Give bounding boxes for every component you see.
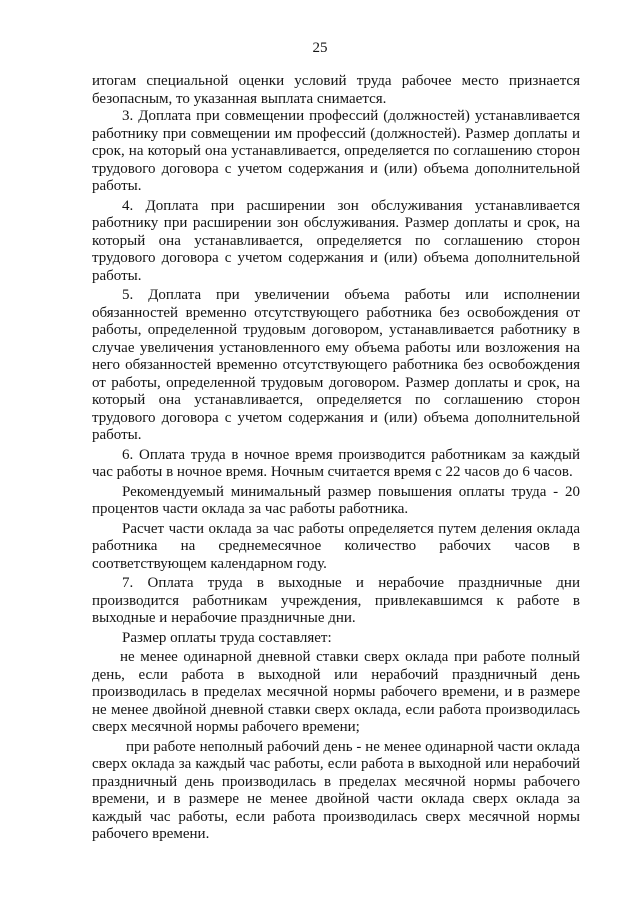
page-number: 25 (312, 40, 328, 56)
paragraph-item-6: 6. Оплата труда в ночное время производится работникам за каждый час работы в ночное время. Ночным считается время с 22 часов до 6 часов. (92, 446, 580, 480)
paragraph-payment-size: Размер оплаты труда составляет: (122, 629, 332, 646)
paragraph-recommended-rate: Рекомендуемый минимальный размер повышения оплаты труда - 20 процентов части оклада за час работы работника. (92, 483, 580, 517)
paragraph-part-day-work: при работе неполный рабочий день - не менее одинарной части оклада сверх оклада за каждый час работы, если работа в выходной или нерабочий праздничный день производилась в пределах месячной нормы рабочего времени, и в размере не менее двойной части оклада сверх оклада за каждый час работы, если работа производилась сверх месячной нормы рабочего времени. (92, 738, 580, 842)
paragraph-item-4: 4. Доплата при расширении зон обслуживания устанавливается работнику при расширении зон обслуживания. Размер доплаты и срок, на который она устанавливается, определяется по соглашению сторон трудового договора с учетом содержания и (или) объема дополнительной работы. (92, 197, 580, 284)
paragraph-hourly-calculation: Расчет части оклада за час работы определяется путем деления оклада работника на среднемесячное количество рабочих часов в соответствующем календарном году. (92, 520, 580, 572)
paragraph-item-3: 3. Доплата при совмещении профессий (должностей) устанавливается работнику при совмещении им профессий (должностей). Размер доплаты и срок, на который она устанавливается, определяется по соглашению сторон трудового договора с учетом содержания и (или) объема дополнительной работы. (92, 108, 580, 194)
document-body (92, 73, 580, 844)
paragraph-continuation: итогам специальной оценки условий труда рабочее место признается безопасным, то указанная выплата снимается. (92, 73, 580, 107)
paragraph-full-day-work: не менее одинарной дневной ставки сверх оклада при работе полный день, если работа в выходной или нерабочий праздничный день производилась в пределах месячной нормы рабочего времени, и в размере не менее двойной дневной ставки сверх оклада, если работа производилась сверх месячной нормы рабочего времени; (92, 649, 580, 735)
paragraph-item-5: 5. Доплата при увеличении объема работы или исполнении обязанностей временно отсутствующего работника без освобождения от работы, определенной трудовым договором, устанавливается работнику в случае увеличения установленного ему объема работы или возложения на него обязанностей временно отсутствующего работника без освобождения от работы, определенной трудовым договором. Размер доплаты и срок, на который она устанавливается, определяется по соглашению сторон трудового договора с учетом содержания и (или) объема дополнительной работы. (92, 287, 580, 443)
paragraph-item-7: 7. Оплата труда в выходные и нерабочие праздничные дни производится работникам учреждения, привлекавшимся к работе в выходные и нерабочие праздничные дни. (92, 575, 580, 626)
